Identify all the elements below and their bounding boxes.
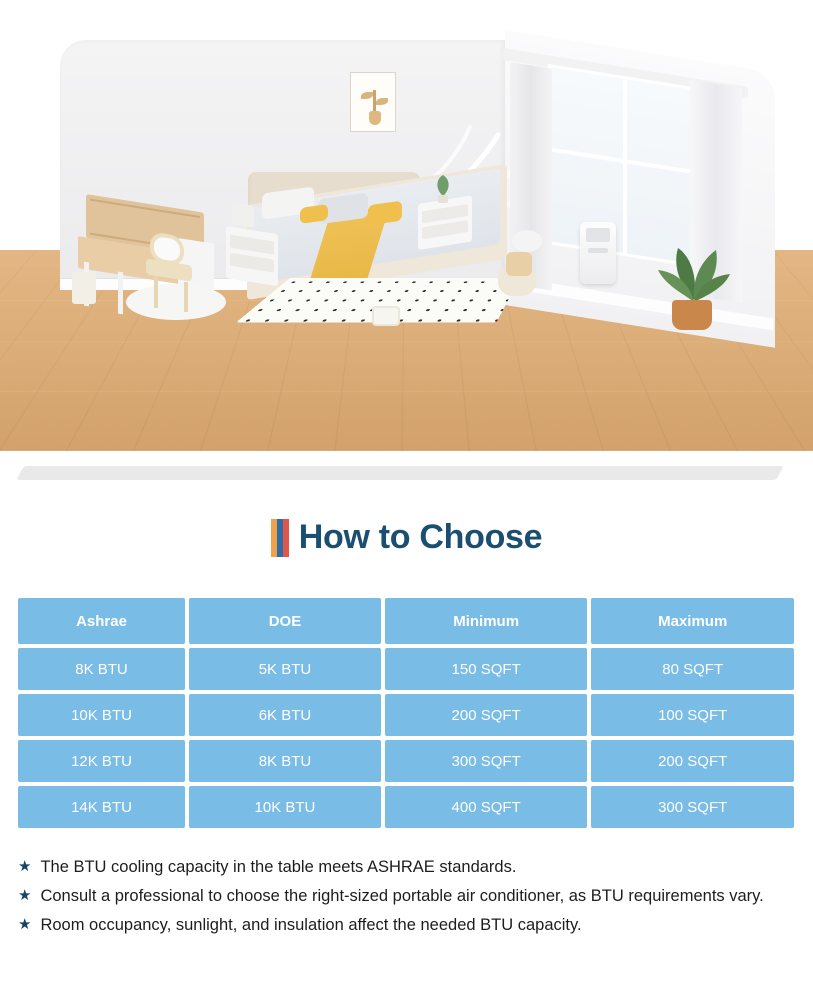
cell-doe: 8K BTU — [189, 740, 381, 782]
note-text: Room occupancy, sunlight, and insulation affect the needed BTU capacity. — [40, 915, 582, 934]
small-plant-icon — [432, 172, 454, 204]
cell-maximum: 200 SQFT — [591, 740, 794, 782]
chair-leg — [154, 276, 158, 308]
star-icon: ★ — [18, 915, 32, 933]
star-icon: ★ — [18, 886, 32, 904]
cell-doe: 5K BTU — [189, 648, 381, 690]
table-row — [18, 648, 794, 690]
cell-ashrae: 14K BTU — [18, 786, 185, 828]
note-text: The BTU cooling capacity in the table meets ASHRAE standards. — [40, 858, 517, 876]
potted-plant-icon — [652, 230, 736, 308]
notes-list — [18, 856, 798, 943]
window-mullion-vertical — [623, 79, 627, 254]
cell-ashrae: 10K BTU — [18, 694, 185, 736]
page-title: How to Choose — [298, 518, 543, 556]
table-lamp — [232, 202, 254, 227]
section-heading — [0, 518, 813, 557]
cell-minimum: 200 SQFT — [385, 694, 587, 736]
table-row — [18, 786, 794, 828]
table-row — [18, 694, 794, 736]
leaf-icon — [373, 90, 376, 112]
list-item — [18, 856, 798, 880]
floor-edge — [16, 466, 783, 480]
note-text: Consult a professional to choose the right-sized portable air conditioner, as BTU requirements vary. — [40, 886, 764, 905]
table-header-row — [18, 598, 794, 644]
ac-control-panel — [588, 248, 608, 253]
drawer — [422, 220, 468, 239]
chair-leg — [184, 282, 188, 312]
desk-leg — [118, 272, 123, 315]
cell-minimum: 150 SQFT — [385, 648, 587, 690]
heading-accent-bars — [271, 519, 289, 557]
list-item — [18, 885, 798, 909]
throw-blanket — [506, 252, 532, 276]
cell-maximum: 80 SQFT — [591, 648, 794, 690]
cell-minimum: 300 SQFT — [385, 740, 587, 782]
column-header-ashrae: Ashrae — [18, 598, 185, 644]
drawer — [230, 235, 274, 255]
cell-doe: 6K BTU — [189, 694, 381, 736]
waste-bin — [72, 272, 96, 304]
plant-pot — [672, 300, 712, 330]
column-header-maximum: Maximum — [591, 598, 794, 644]
nightstand-left — [226, 226, 278, 286]
btu-sizing-table — [14, 594, 798, 832]
basket — [372, 306, 400, 326]
cell-doe: 10K BTU — [189, 786, 381, 828]
column-header-doe: DOE — [189, 598, 381, 644]
cell-ashrae: 8K BTU — [18, 648, 185, 690]
drawer — [230, 253, 274, 273]
cell-maximum: 300 SQFT — [591, 786, 794, 828]
stool — [512, 230, 542, 252]
column-header-minimum: Minimum — [385, 598, 587, 644]
cell-ashrae: 12K BTU — [18, 740, 185, 782]
round-rug — [126, 284, 226, 320]
list-item — [18, 914, 798, 938]
cell-minimum: 400 SQFT — [385, 786, 587, 828]
portable-air-conditioner — [580, 222, 616, 284]
ac-vent — [586, 228, 610, 242]
cell-maximum: 100 SQFT — [591, 694, 794, 736]
table-row — [18, 740, 794, 782]
star-icon: ★ — [18, 858, 32, 875]
